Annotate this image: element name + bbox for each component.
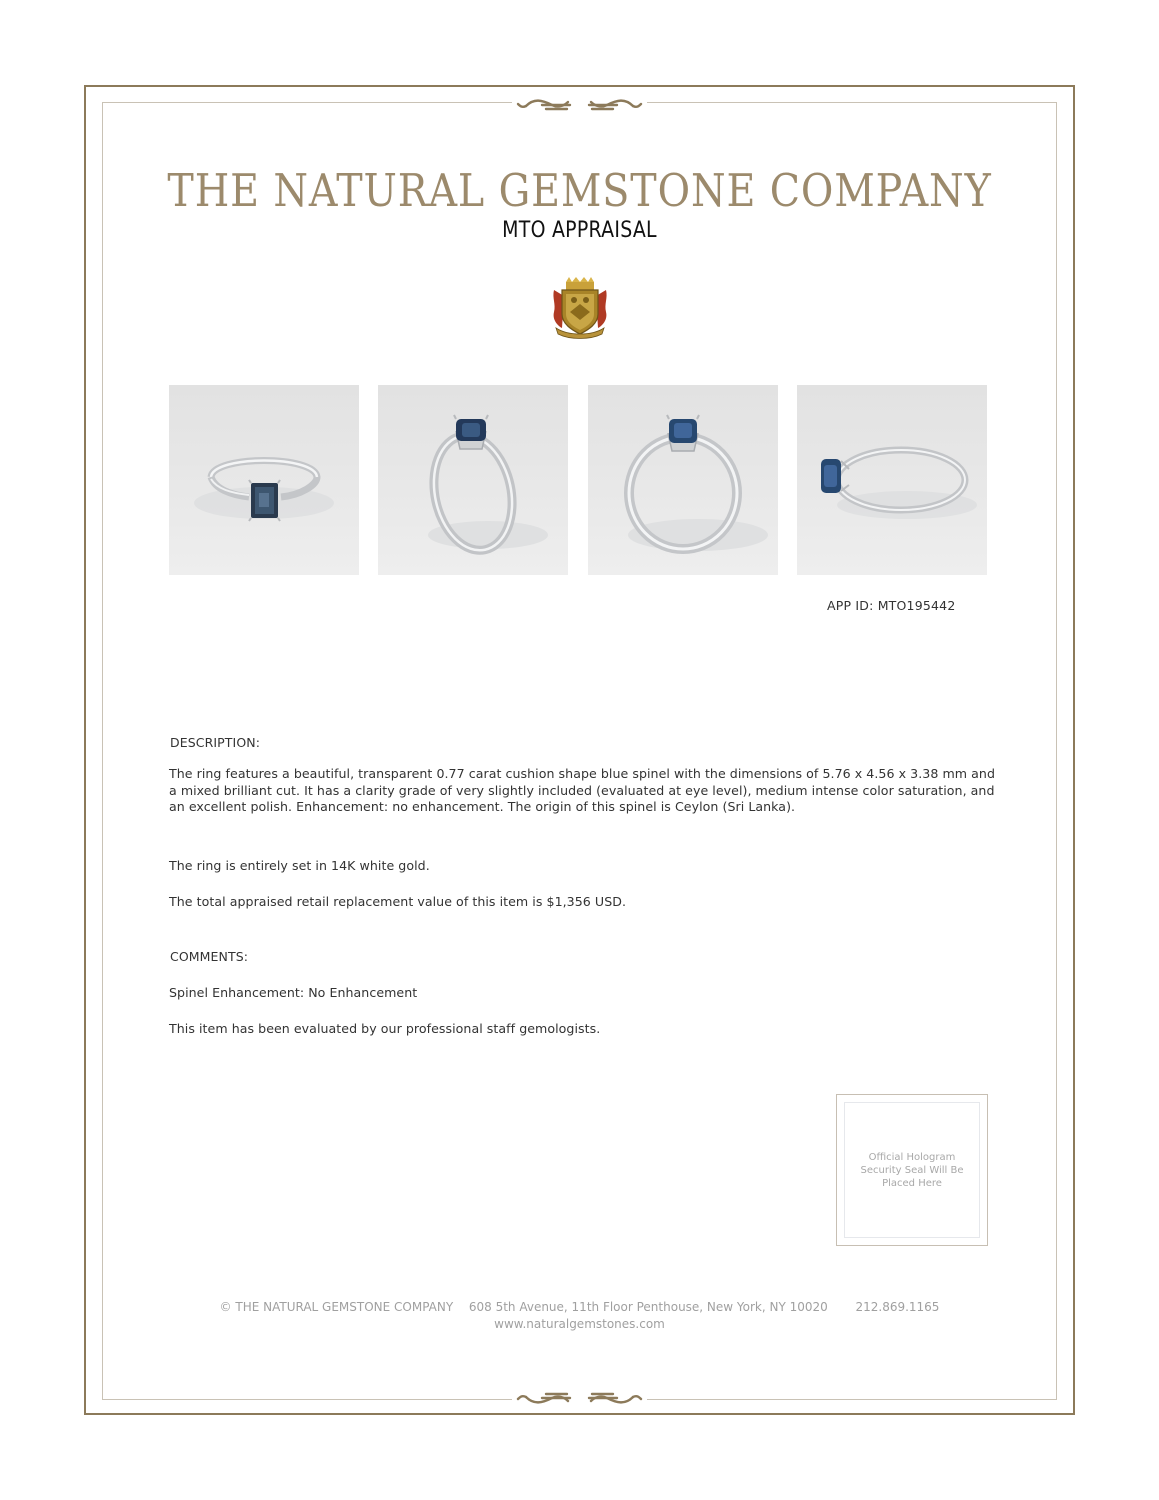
bottom-flourish-ornament-icon — [512, 1389, 647, 1411]
document-subtitle: MTO APPRAISAL — [502, 218, 657, 243]
footer-contact-line — [100, 1300, 1059, 1314]
metal-paragraph: The ring is entirely set in 14K white gold. — [169, 858, 430, 873]
comment-line-enhancement: Spinel Enhancement: No Enhancement — [169, 985, 418, 1000]
ring-photo-1 — [169, 385, 359, 575]
company-crest-icon — [550, 276, 610, 342]
comments-heading: COMMENTS: — [170, 949, 249, 964]
footer-copyright: © THE NATURAL GEMSTONE COMPANY — [219, 1300, 454, 1314]
description-paragraph: The ring features a beautiful, transparent 0.77 carat cushion shape blue spinel with the dimensions of 5.76 x 4.56 x 3.38 mm and a mixed brilliant cut. It has a clarity grade of very slightly included (evaluated at eye level), medium intense color saturation, and an excellent polish. Enhancement: no enhancement. The origin of this spinel is Ceylon (Sri Lanka). — [169, 766, 995, 814]
description-heading: DESCRIPTION: — [170, 735, 261, 750]
footer-phone: 212.869.1165 — [855, 1300, 940, 1314]
ring-photo-4 — [797, 385, 987, 575]
comment-line-evaluation: This item has been evaluated by our professional staff gemologists. — [169, 1021, 601, 1036]
ring-photo-2 — [378, 385, 568, 575]
top-flourish-ornament-icon — [512, 92, 647, 114]
hologram-seal-text: Official Hologram Security Seal Will Be Placed Here — [860, 1151, 964, 1189]
company-title: THE NATURAL GEMSTONE COMPANY — [167, 164, 992, 217]
value-paragraph: The total appraised retail replacement value of this item is $1,356 USD. — [169, 894, 627, 909]
hologram-seal-inner — [844, 1102, 980, 1238]
ring-photo-3 — [588, 385, 778, 575]
appraisal-id: APP ID: MTO195442 — [827, 598, 956, 613]
footer-address: 608 5th Avenue, 11th Floor Penthouse, New York, NY 10020 — [468, 1300, 828, 1314]
footer-website[interactable]: www.naturalgemstones.com — [494, 1317, 665, 1331]
